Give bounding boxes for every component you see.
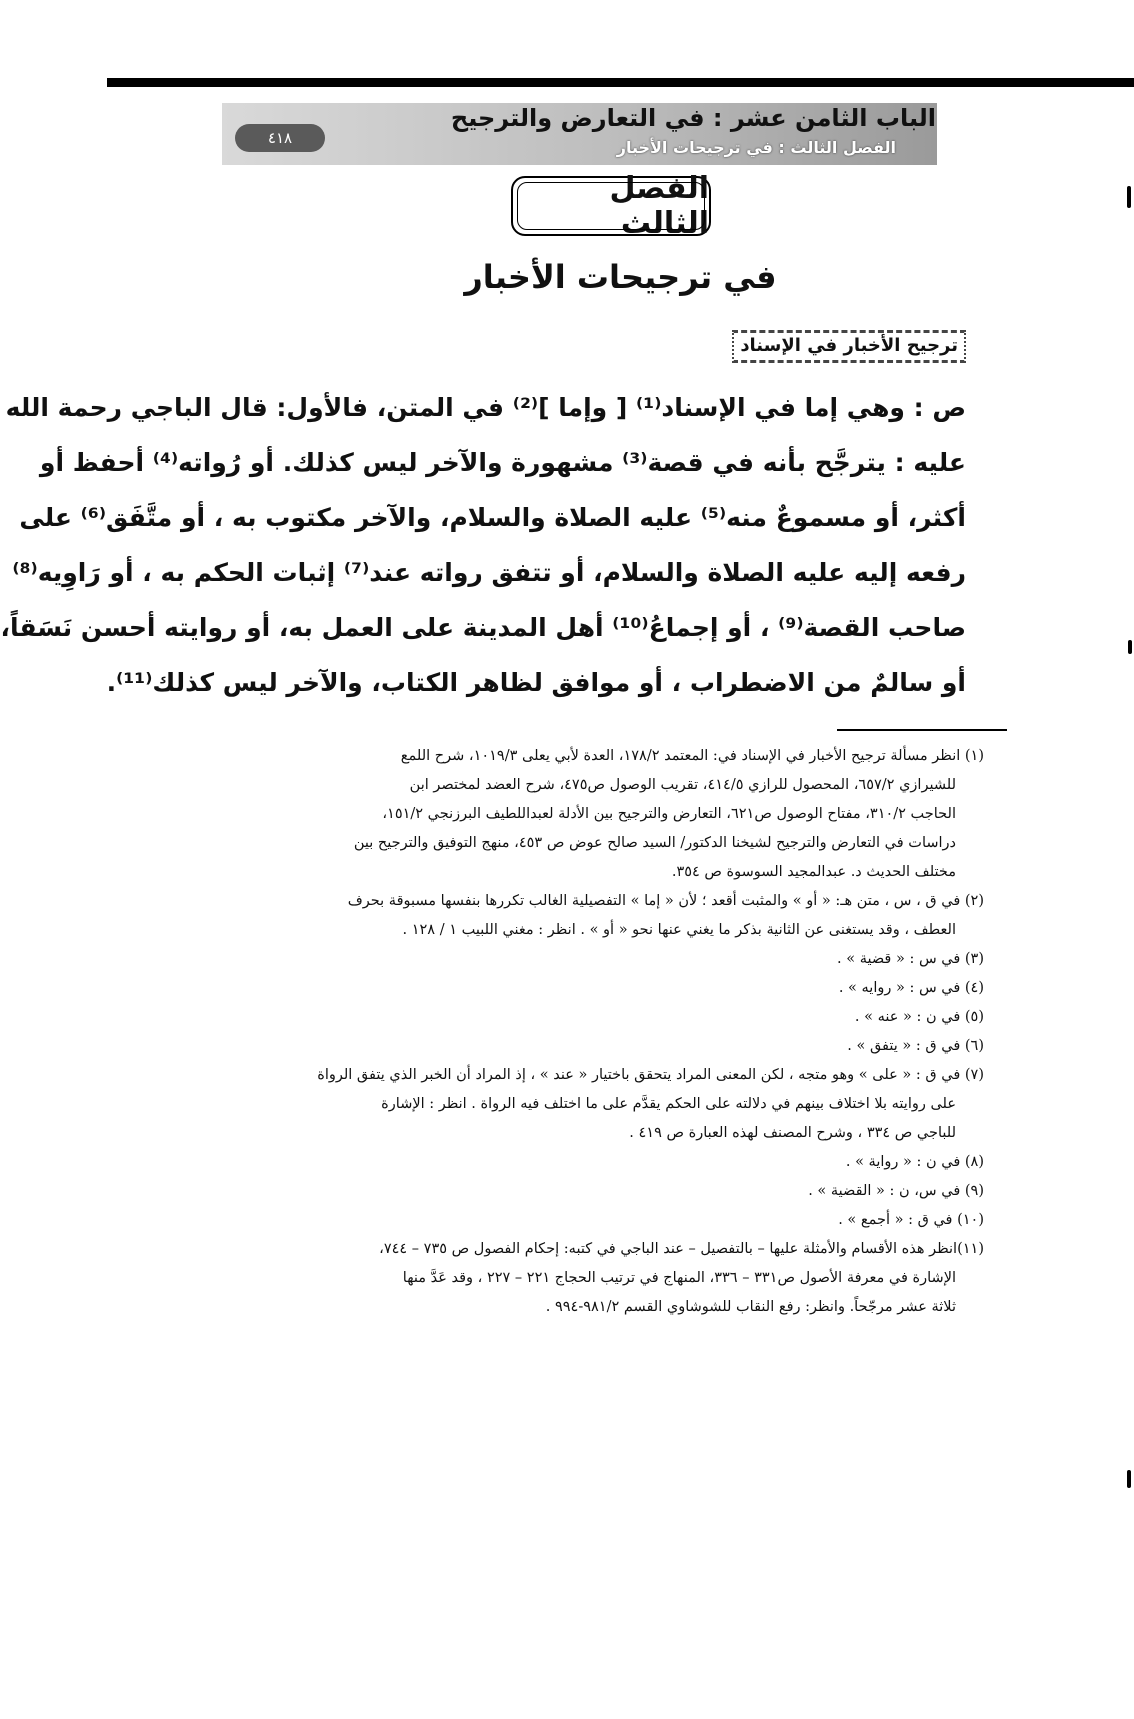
footnote-line: ثلاثة عشر مرجّحاً. وانظر: رفع النقاب للشوشاوي القسم ٩٨١/٢-٩٩٤ . bbox=[545, 1299, 956, 1315]
top-rule bbox=[107, 78, 1134, 87]
footnote-10 bbox=[249, 1206, 984, 1235]
footnote-line: (٤) في س : « روايه » . bbox=[838, 980, 984, 996]
footnote-7 bbox=[249, 1061, 984, 1148]
footnote-separator bbox=[837, 729, 1007, 731]
footnote-3 bbox=[249, 945, 984, 974]
footnote-line: (٦) في ق : « يتفق » . bbox=[847, 1038, 984, 1054]
footnote-line: (٨) في ن : « رواية » . bbox=[845, 1154, 984, 1170]
main-text-line: أكثر، أو مسموعٌ منه⁽⁵⁾ عليه الصلاة والسلام، والآخر مكتوب به ، أو متَّفَق⁽⁶⁾ على bbox=[19, 503, 966, 532]
footnote-line: الإشارة في معرفة الأصول ص٣٣١ – ٣٣٦، المنهاج في ترتيب الحجاج ٢٢١ – ٢٢٧ ، وقد عَدَّ منها bbox=[402, 1270, 956, 1286]
chapter-title: الفصل الثالث bbox=[609, 171, 709, 241]
footnote-6 bbox=[249, 1032, 984, 1061]
footnote-line: للشيرازي ٦٥٧/٢، المحصول للرازي ٤١٤/٥، تقريب الوصول ص٤٧٥، شرح العضد لمختصر ابن bbox=[409, 777, 956, 793]
footnote-line: (٢) في ق ، س ، متن هـ: « أو » والمثبت أقعد ؛ لأن « إما » التفصيلية الغالب تكررها بنفسها مسبوقة بحرف bbox=[347, 893, 984, 909]
footnote-line: للباجي ص ٣٣٤ ، وشرح المصنف لهذه العبارة ص ٤١٩ . bbox=[629, 1125, 956, 1141]
chapter-title-box bbox=[511, 171, 711, 241]
footnote-4 bbox=[249, 974, 984, 1003]
scan-edge-mark bbox=[1127, 1470, 1131, 1488]
footnotes bbox=[249, 742, 984, 1322]
footnote-5 bbox=[249, 1003, 984, 1032]
running-header-title: الباب الثامن عشر : في التعارض والترجيح bbox=[450, 104, 936, 132]
section-label: ترجيح الأخبار في الإسناد bbox=[732, 330, 966, 363]
footnote-line: (١٠) في ق : « أجمع » . bbox=[838, 1212, 984, 1228]
main-text-line: ص : وهي إما في الإسناد⁽¹⁾ [ وإما ]⁽²⁾ في المتن، فالأول: قال الباجي رحمة الله bbox=[5, 393, 966, 422]
footnote-line: العطف ، وقد يستغنى عن الثانية بذكر ما يغني عنها نحو « أو » . انظر : مغني اللبيب ١ / ١٢٨ . bbox=[402, 922, 956, 938]
scan-edge-mark bbox=[1127, 186, 1131, 208]
main-text-line: عليه : يترجَّح بأنه في قصة⁽³⁾ مشهورة والآخر ليس كذلك. أو رُواته⁽⁴⁾ أحفظ أو bbox=[39, 448, 966, 477]
footnote-line: على روايته بلا اختلاف بينهم في دلالته على الحكم يقدَّم على ما اختلف فيه الرواة . انظر : الإشارة bbox=[381, 1096, 956, 1112]
footnote-line: (٥) في ن : « عنه » . bbox=[854, 1009, 984, 1025]
page-number: ٤١٨ bbox=[235, 124, 325, 152]
main-text-line: رفعه إليه عليه الصلاة والسلام، أو تتفق رواته عند⁽⁷⁾ إثبات الحكم به ، أو رَاوِيه⁽⁸⁾ bbox=[12, 558, 966, 587]
footnote-2 bbox=[249, 887, 984, 945]
footnote-1 bbox=[249, 742, 984, 887]
footnote-line: (١) انظر مسألة ترجيح الأخبار في الإسناد في: المعتمد ١٧٨/٢، العدة لأبي يعلى ١٠١٩/٣، شرح اللمع bbox=[400, 748, 984, 764]
footnote-line: (١١)انظر هذه الأقسام والأمثلة عليها – بالتفصيل – عند الباجي في كتبه: إحكام الفصول ص ٧٣٥ – ٧٤٤، bbox=[379, 1241, 984, 1257]
footnote-9 bbox=[249, 1177, 984, 1206]
chapter-subtitle: في ترجيحات الأخبار bbox=[464, 258, 777, 296]
footnote-line: دراسات في التعارض والترجيح لشيخنا الدكتور/ السيد صالح عوض ص ٤٥٣، منهج التوفيق والترجيح بين bbox=[353, 835, 956, 851]
footnote-line: مختلف الحديث د. عبدالمجيد السوسوة ص ٣٥٤. bbox=[671, 864, 956, 880]
running-header-subtitle: الفصل الثالث : في ترجيحات الأخبار bbox=[616, 138, 896, 157]
footnote-line: (٣) في س : « قضية » . bbox=[837, 951, 984, 967]
footnote-line: الحاجب ٣١٠/٢، مفتاح الوصول ص٦٢١، التعارض والترجيح بين الأدلة لعبداللطيف البرزنجي ١٥١/٢، bbox=[382, 806, 956, 822]
main-text-line: أو سالمٌ من الاضطراب ، أو موافق لظاهر الكتاب، والآخر ليس كذلك⁽¹¹⁾. bbox=[106, 668, 966, 697]
footnote-11 bbox=[249, 1235, 984, 1322]
footnote-line: (٩) في س، ن : « القضية » . bbox=[808, 1183, 984, 1199]
footnote-8 bbox=[249, 1148, 984, 1177]
main-text-line: صاحب القصة⁽⁹⁾ ، أو إجماعُ⁽¹⁰⁾ أهل المدينة على العمل به، أو روايته أحسن نَسَقاً، bbox=[0, 613, 966, 642]
scan-edge-mark bbox=[1128, 640, 1132, 654]
footnote-line: (٧) في ق : « على » وهو متجه ، لكن المعنى المراد يتحقق باختيار « عند » ، إذ المراد أن الخبر الذي يتفق الرواة bbox=[317, 1067, 984, 1083]
main-text bbox=[0, 380, 966, 710]
